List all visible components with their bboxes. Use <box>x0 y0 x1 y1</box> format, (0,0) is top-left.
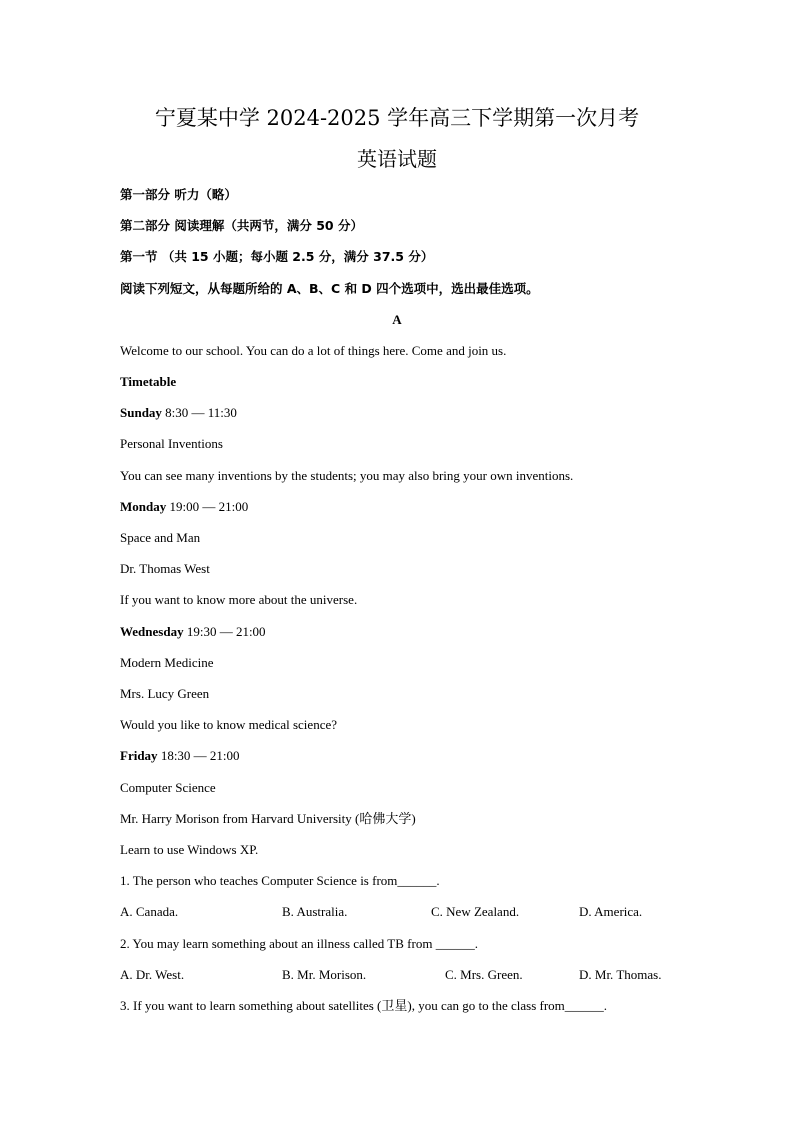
monday-time: 19:00 — 21:00 <box>166 499 249 514</box>
question-2-option-b[interactable]: B. Mr. Morison. <box>282 967 367 982</box>
question-2-option-d[interactable]: D. Mr. Thomas. <box>579 967 662 982</box>
sunday-time: 8:30 — 11:30 <box>161 405 237 420</box>
question-2-stem: 2. You may learn something about an illness called TB from ______. <box>120 936 478 951</box>
monday-schedule <box>120 498 248 516</box>
friday-topic: Computer Science <box>120 780 216 795</box>
sunday-topic: Personal Inventions <box>120 436 223 451</box>
wednesday-topic: Modern Medicine <box>120 655 214 670</box>
question-2-option-a[interactable]: A. Dr. West. <box>120 967 185 982</box>
question-1-option-d[interactable]: D. America. <box>579 904 643 919</box>
section1-heading: 第一节 （共 15 小题；每小题 2.5 分，满分 37.5 分） <box>120 249 434 264</box>
friday-schedule <box>120 747 240 765</box>
sunday-schedule <box>120 404 237 422</box>
question-1-option-b[interactable]: B. Australia. <box>282 904 348 919</box>
monday-day: Monday <box>120 499 167 514</box>
monday-teacher: Dr. Thomas West <box>120 561 210 576</box>
friday-teacher: Mr. Harry Morison from Harvard University (哈佛大学) <box>120 811 416 826</box>
wednesday-teacher: Mrs. Lucy Green <box>120 686 210 701</box>
part2-heading: 第二部分 阅读理解（共两节，满分 50 分） <box>120 218 363 233</box>
sunday-desc: You can see many inventions by the students; you may also bring your own inventions. <box>120 468 574 483</box>
friday-desc: Learn to use Windows XP. <box>120 842 259 857</box>
wednesday-desc: Would you like to know medical science? <box>120 717 338 732</box>
monday-topic: Space and Man <box>120 530 201 545</box>
question-1-option-a[interactable]: A. Canada. <box>120 904 179 919</box>
question-1-stem: 1. The person who teaches Computer Science is from______. <box>120 873 440 888</box>
monday-desc: If you want to know more about the universe. <box>120 592 358 607</box>
friday-day: Friday <box>120 748 158 763</box>
wednesday-time: 19:30 — 21:00 <box>183 624 266 639</box>
exam-title: 宁夏某中学 2024-2025 学年高三下学期第一次月考 <box>154 106 640 130</box>
friday-time: 18:30 — 21:00 <box>157 748 240 763</box>
question-3-stem: 3. If you want to learn something about satellites (卫星), you can go to the class from______. <box>120 998 608 1013</box>
passage-label: A <box>392 312 402 327</box>
timetable-heading: Timetable <box>120 374 177 389</box>
part1-heading: 第一部分 听力（略） <box>120 187 237 202</box>
wednesday-schedule <box>120 623 266 641</box>
question-2-option-c[interactable]: C. Mrs. Green. <box>445 967 523 982</box>
sunday-day: Sunday <box>120 405 162 420</box>
wednesday-day: Wednesday <box>120 624 184 639</box>
question-1-option-c[interactable]: C. New Zealand. <box>431 904 520 919</box>
passage-intro: Welcome to our school. You can do a lot of things here. Come and join us. <box>120 343 507 358</box>
directions: 阅读下列短文，从每题所给的 A、B、C 和 D 四个选项中，选出最佳选项。 <box>120 281 539 296</box>
exam-subtitle: 英语试题 <box>357 147 437 171</box>
